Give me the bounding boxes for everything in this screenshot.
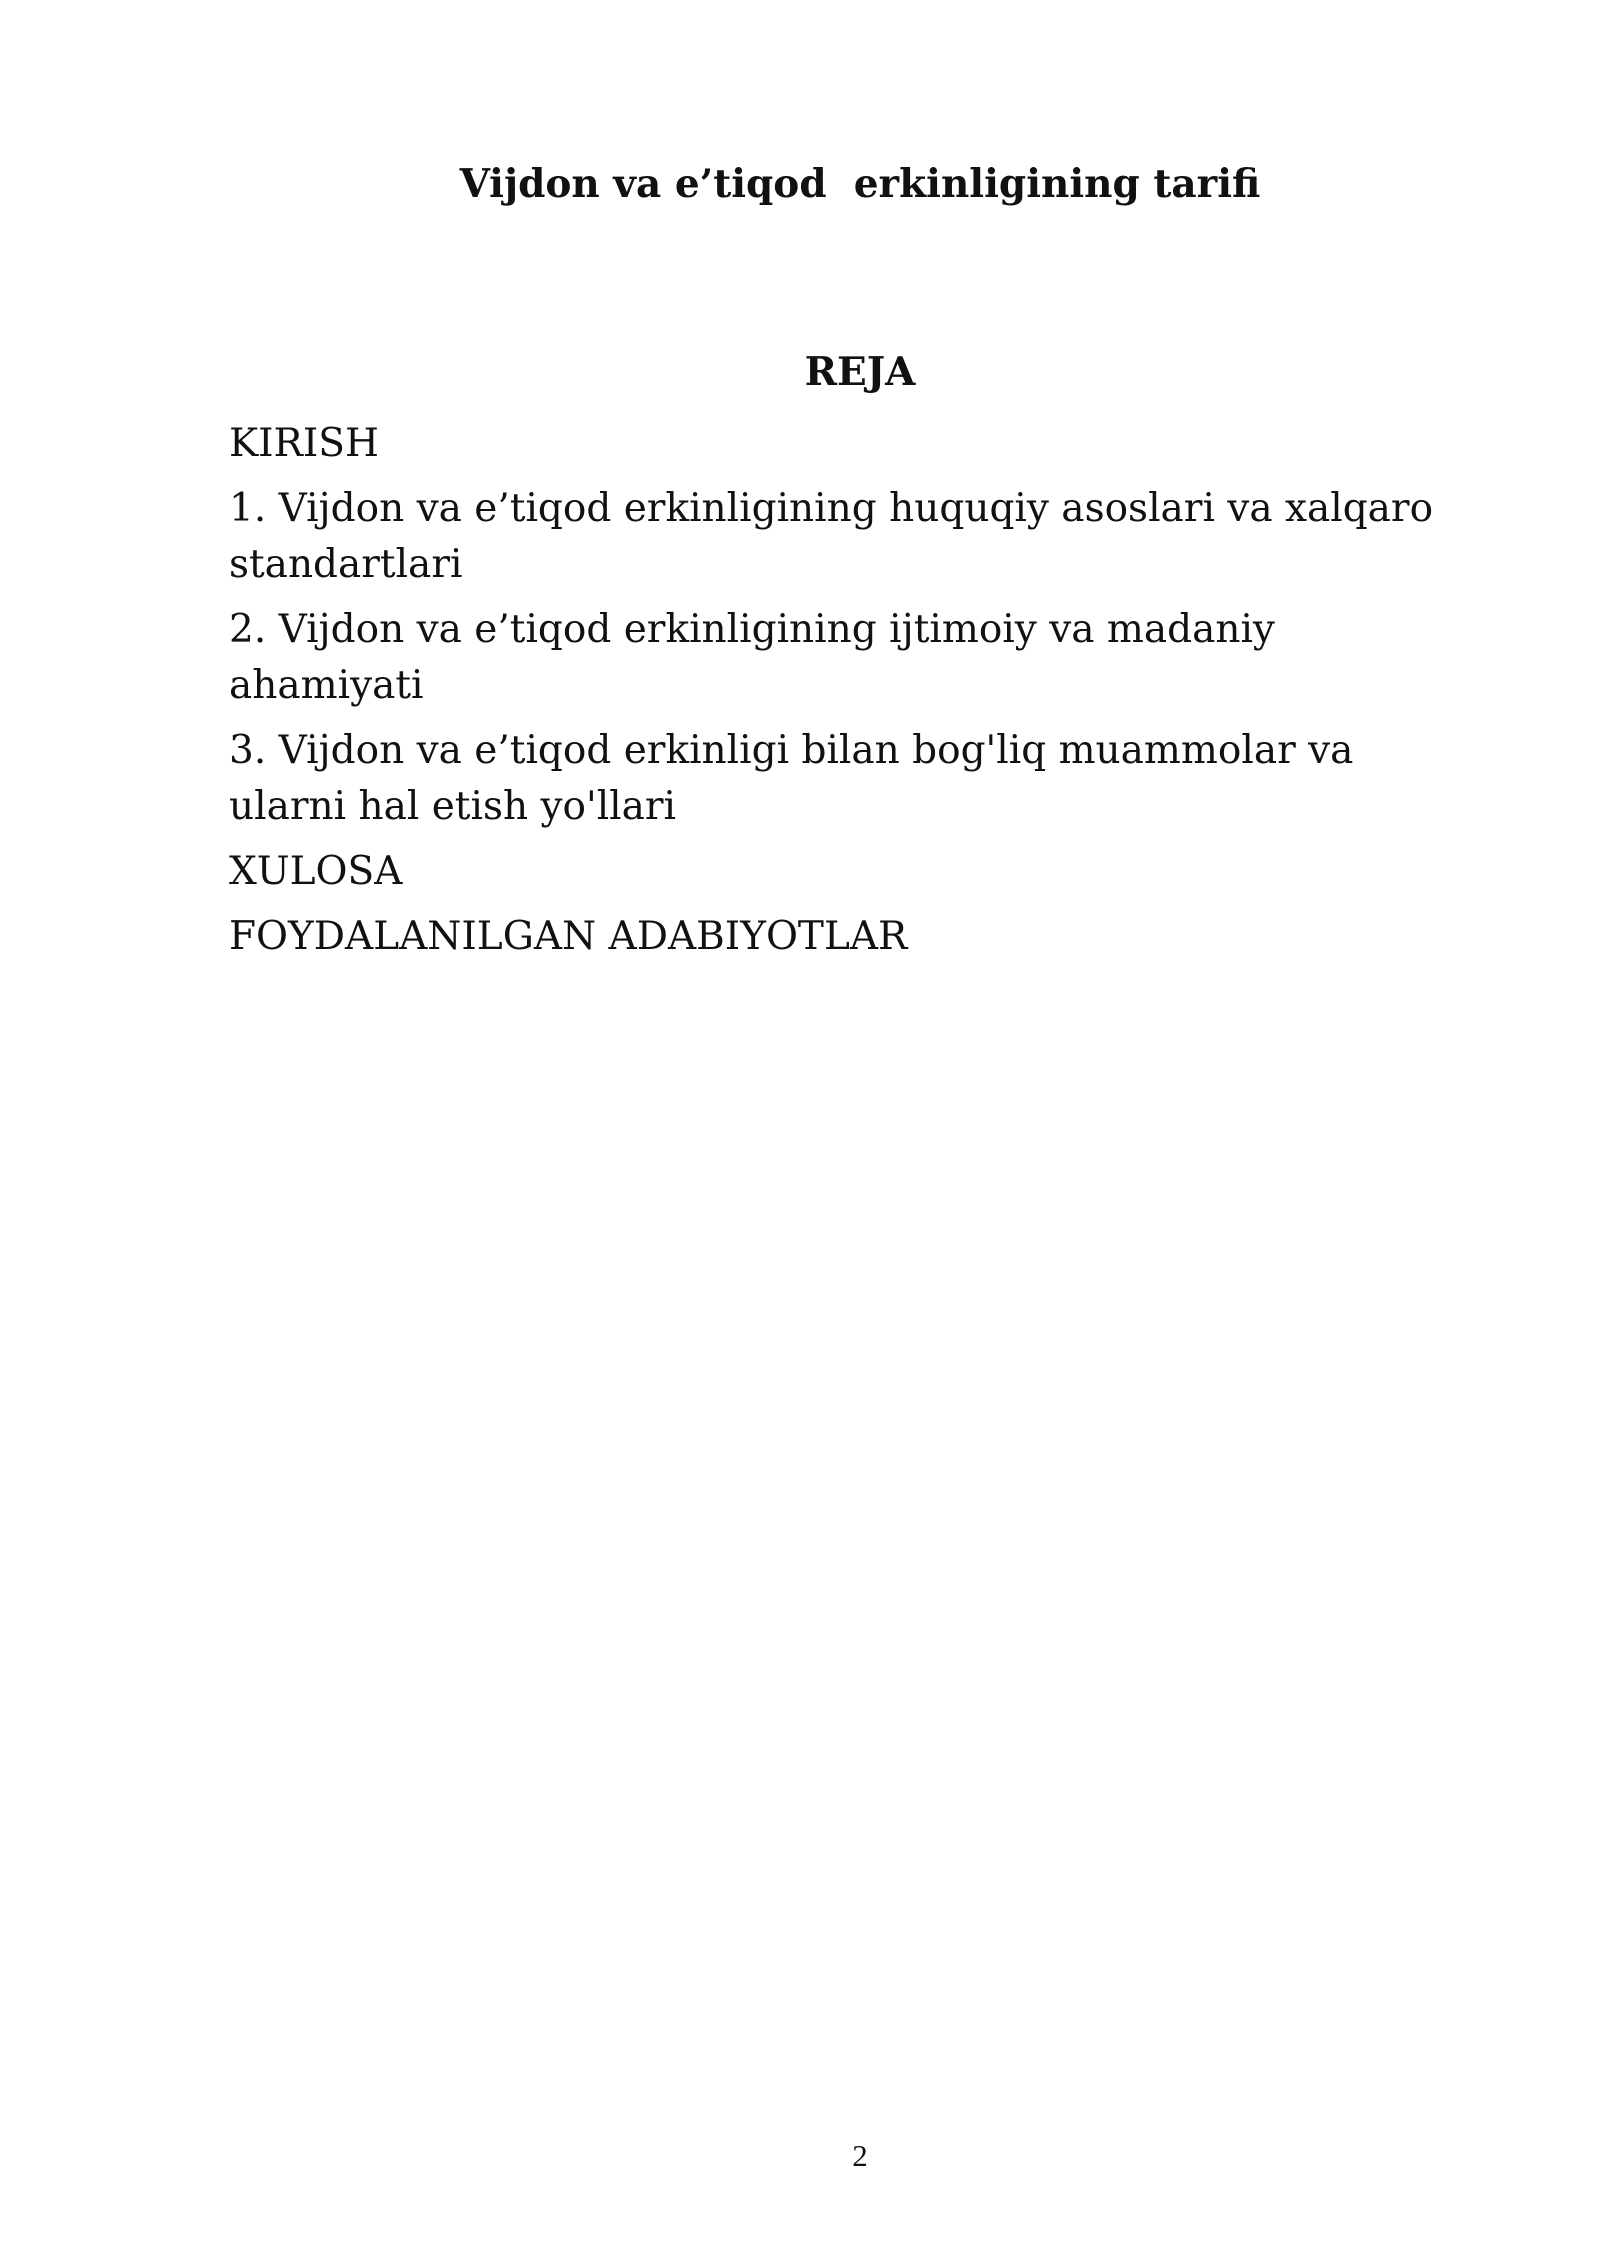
plan-item-2: 2. Vijdon va e’tiqod erkinligining ijtimoiy va madaniy ahamiyati <box>229 607 1275 708</box>
plan-list <box>229 416 1459 974</box>
plan-item-conclusion: XULOSA <box>229 849 403 894</box>
plan-item-intro: KIRISH <box>229 421 380 466</box>
plan-heading: REJA <box>804 349 916 395</box>
plan-item-3: 3. Vijdon va e’tiqod erkinligi bilan bog'liq muammolar va ularni hal etish yo'llari <box>229 728 1354 829</box>
plan-item-references: FOYDALANILGAN ADABIYOTLAR <box>229 914 908 959</box>
page-number: 2 <box>852 2138 868 2173</box>
plan-item-1: 1. Vijdon va e’tiqod erkinligining huquqiy asoslari va xalqaro standartlari <box>229 486 1434 587</box>
document-title: Vijdon va e’tiqod erkinligining tarifi <box>459 161 1261 207</box>
